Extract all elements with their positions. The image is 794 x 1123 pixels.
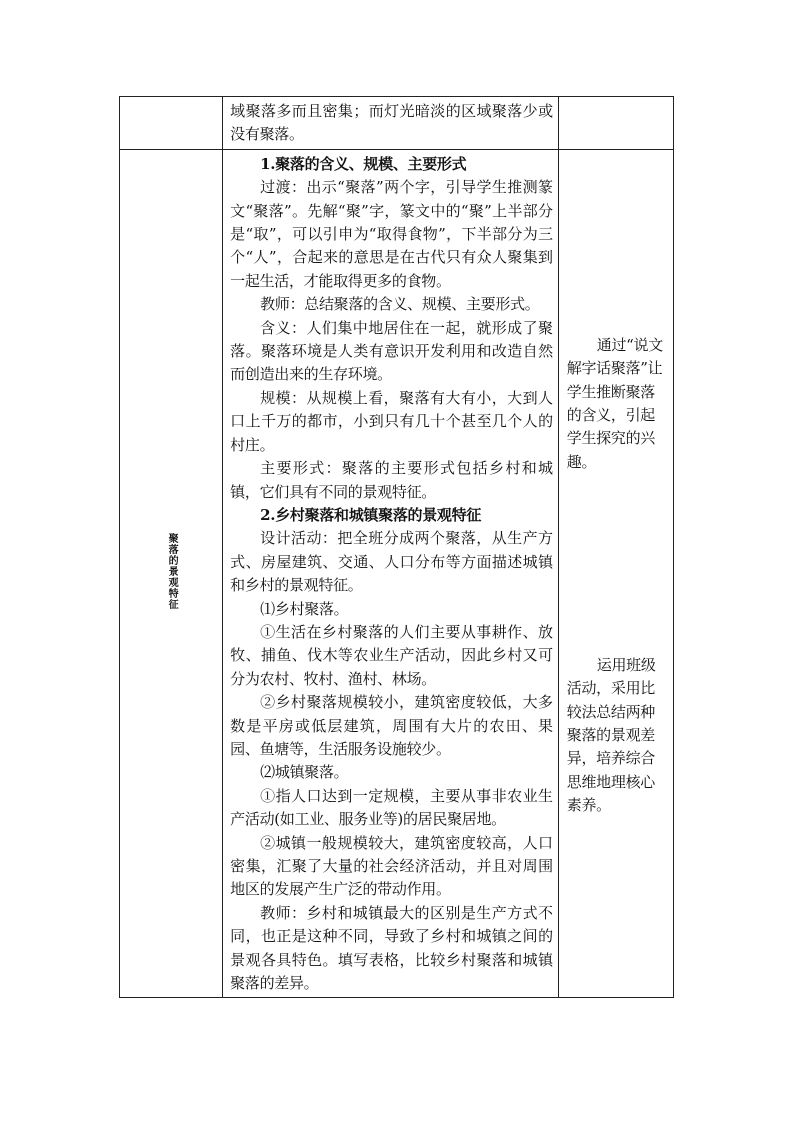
topic-cell [120, 149, 223, 998]
section-heading: 1.聚落的含义、规模、主要形式 [260, 154, 467, 173]
section-heading: 2.乡村聚落和城镇聚落的景观特征 [260, 505, 482, 524]
table-row [120, 149, 674, 998]
content-paragraph: ①生活在乡村聚落的人们主要从事耕作、放牧、捕鱼、伐木等农业生产活动，因此乡村又可分为农村、牧村、渔村、林场。 [230, 622, 553, 688]
content-cell [223, 97, 559, 150]
intent-cell-empty [558, 97, 673, 150]
design-intent-note: 运用班级活动，采用比较法总结两种聚落的景观差异，培养综合思维地理核心素养。 [566, 655, 656, 815]
continued-paragraph: 域聚落多而且密集；而灯光暗淡的区域聚落少或没有聚落。 [230, 102, 553, 144]
content-paragraph: ⑴乡村聚落。 [260, 599, 349, 618]
intent-cell [558, 149, 673, 998]
content-paragraph: 主要形式：聚落的主要形式包括乡村和城镇，它们具有不同的景观特征。 [230, 459, 553, 501]
topic-cell-empty [120, 97, 223, 150]
content-paragraph: ②城镇一般规模较大，建筑密度较高，人口密集，汇聚了大量的社会经济活动，并且对周围地区的发展产生广泛的带动作用。 [230, 833, 553, 899]
content-paragraph: 教师：总结聚落的含义、规模、主要形式。 [260, 295, 540, 314]
content-paragraph: 过渡：出示“聚落”两个字，引导学生推测篆文“聚落”。先解“聚”字，篆文中的“聚”上半部分是“取”，可以引申为“取得食物”，下半部分为三个“人”，合起来的意思是在古代只有众人聚集到一起生活，才能取得更多的食物。 [230, 178, 553, 290]
lesson-plan-table [119, 96, 674, 998]
content-paragraph: ②乡村聚落规模较小，建筑密度较低，大多数是平房或低层建筑，周围有大片的农田、果园、鱼塘等，生活服务设施较少。 [230, 693, 553, 758]
content-paragraph: ①指人口达到一定规模，主要从事非农业生产活动(如工业、服务业等)的居民聚居地。 [230, 786, 553, 829]
content-paragraph: 含义：人们集中地居住在一起，就形成了聚落。聚落环境是人类有意识开发利用和改造自然而创造出来的生存环境。 [230, 318, 553, 384]
design-intent-note: 通过“说文解字话聚落”让学生推断聚落的含义，引起学生探究的兴趣。 [566, 335, 663, 471]
content-paragraph: 设计活动：把全班分成两个聚落，从生产方式、房屋建筑、交通、人口分布等方面描述城镇和乡村的景观特征。 [230, 529, 553, 595]
content-paragraph: 规模：从规模上看，聚落有大有小，大到人口上千万的都市，小到只有几十个甚至几个人的村庄。 [230, 388, 553, 454]
content-paragraph: 教师：乡村和城镇最大的区别是生产方式不同，也正是这种不同，导致了乡村和城镇之间的景观各具特色。填写表格，比较乡村聚落和城镇聚落的差异。 [230, 903, 553, 993]
table-row [120, 97, 674, 150]
content-cell [223, 149, 559, 998]
topic-label: 聚落的景观特征 [166, 533, 178, 611]
content-paragraph: ⑵城镇聚落。 [260, 763, 349, 782]
